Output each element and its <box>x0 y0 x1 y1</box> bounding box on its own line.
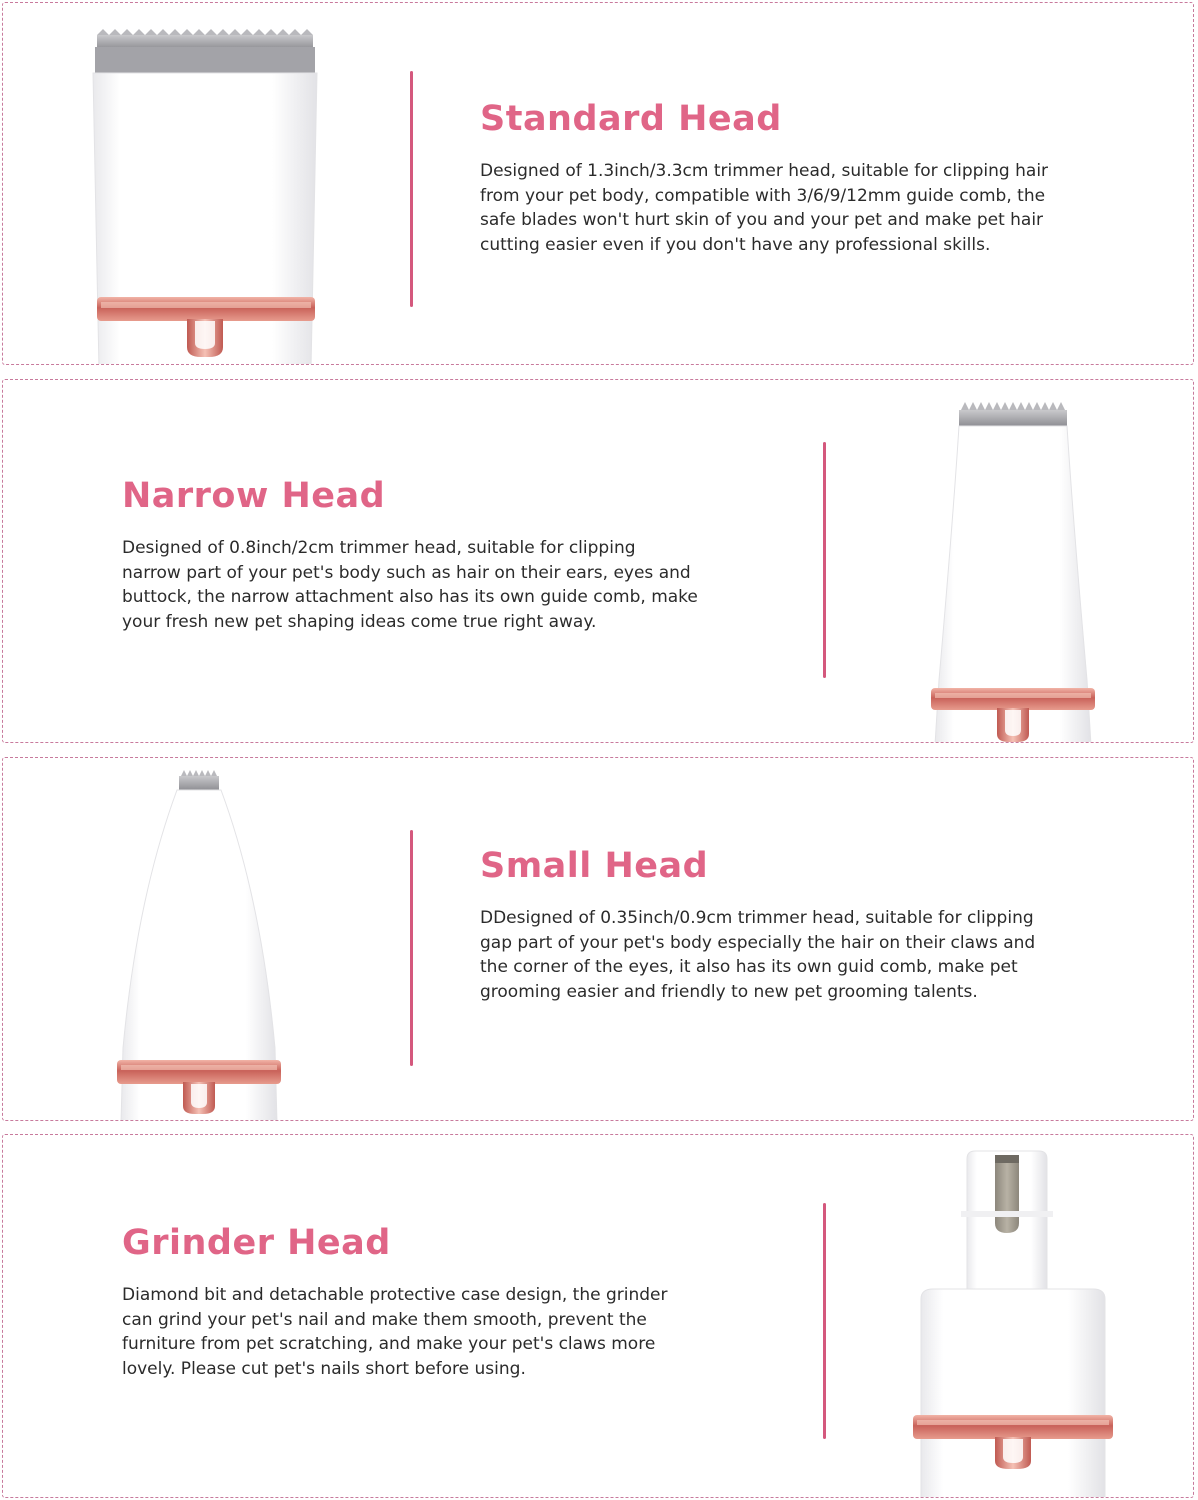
section-divider <box>410 830 413 1066</box>
description-line: furniture from pet scratching, and make your pet's claws more <box>122 1334 656 1355</box>
section-description <box>480 159 1048 257</box>
description-line: can grind your pet's nail and make them smooth, prevent the <box>122 1309 647 1330</box>
description-line: safe blades won't hurt skin of you and your pet and make pet hair <box>480 210 1044 231</box>
section-title: Standard Head <box>480 99 782 139</box>
section-divider <box>823 1203 826 1439</box>
section-title: Narrow Head <box>122 476 386 516</box>
standard-trimmer-head-image <box>89 29 329 365</box>
description-line: Designed of 0.8inch/2cm trimmer head, suitable for clipping <box>122 538 636 558</box>
description-line: the corner of the eyes, it also has its own guid comb, make pet <box>480 957 1018 978</box>
narrow-head-panel <box>2 379 1194 743</box>
description-line: lovely. Please cut pet's nails short before using. <box>122 1358 526 1379</box>
description-line: cutting easier even if you don't have any professional skills. <box>480 234 991 255</box>
small-trimmer-head-image <box>111 768 291 1121</box>
section-divider <box>410 71 413 307</box>
description-line: DDesigned of 0.35inch/0.9cm trimmer head, suitable for clipping <box>480 908 1034 928</box>
narrow-trimmer-head-image <box>923 400 1103 743</box>
section-divider <box>823 442 826 678</box>
description-line: gap part of your pet's body especially the hair on their claws and <box>480 932 1036 953</box>
grinder-head-image <box>909 1149 1119 1498</box>
description-line: grooming easier and friendly to new pet grooming talents. <box>480 981 978 1002</box>
description-line: Diamond bit and detachable protective case design, the grinder <box>122 1285 668 1305</box>
section-description <box>480 906 1035 1004</box>
description-line: buttock, the narrow attachment also has its own guide comb, make <box>122 587 698 608</box>
description-line: Designed of 1.3inch/3.3cm trimmer head, suitable for clipping hair <box>480 161 1049 181</box>
section-description <box>122 1283 667 1381</box>
section-description <box>122 536 698 634</box>
description-line: your fresh new pet shaping ideas come true right away. <box>122 611 597 632</box>
description-line: narrow part of your pet's body such as hair on their ears, eyes and <box>122 562 691 583</box>
section-title: Grinder Head <box>122 1223 391 1263</box>
grinder-head-panel <box>2 1134 1194 1498</box>
section-title: Small Head <box>480 846 709 886</box>
standard-head-panel <box>2 2 1194 365</box>
small-head-panel <box>2 757 1194 1121</box>
description-line: from your pet body, compatible with 3/6/9/12mm guide comb, the <box>480 185 1046 206</box>
